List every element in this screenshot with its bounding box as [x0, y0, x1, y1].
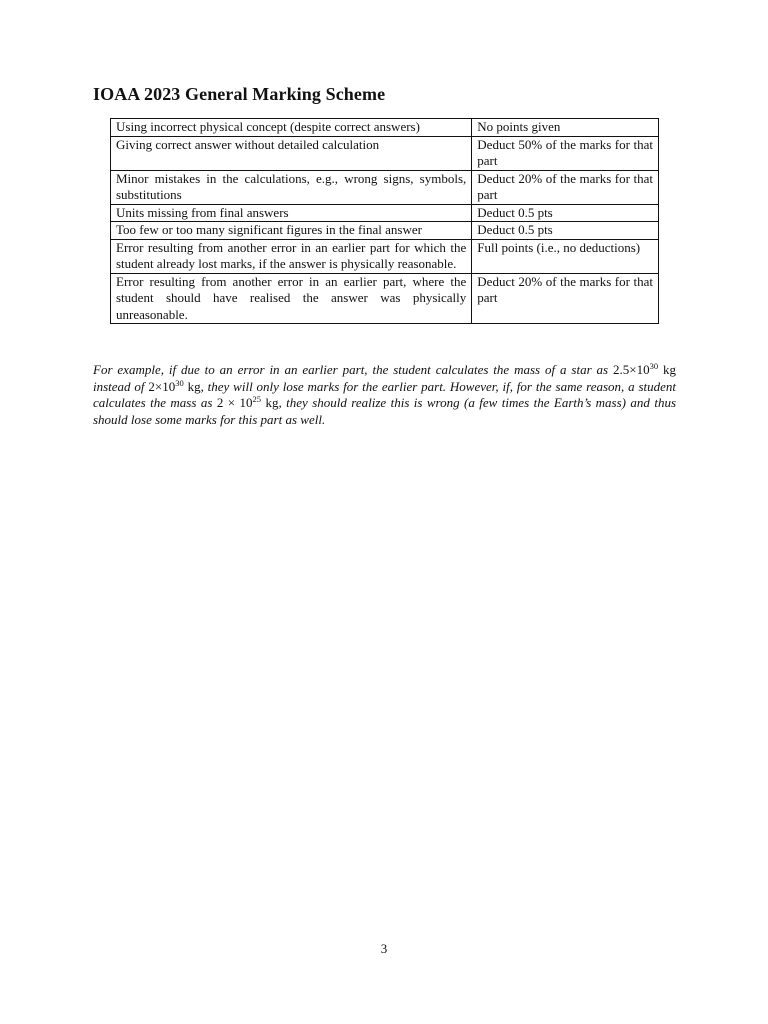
- page-title: IOAA 2023 General Marking Scheme: [93, 84, 386, 104]
- example-text: , they will only lose marks for the earlier part. However, if, for the same reason, a student calculates the mass as: [93, 378, 677, 411]
- example-text: , they should realize this is wrong (a few times the Earth’s mass) and thus should lose some marks for this part as well.: [93, 395, 677, 428]
- penalty-cell: No points given: [472, 119, 659, 137]
- mass-value-2: $2\times 10^{30}$ kg: [148, 377, 201, 394]
- penalty-cell: Deduct 50% of the marks for that part: [472, 136, 659, 170]
- table-row: [111, 119, 659, 137]
- mass-value-3: $2 \times 10^{25}$ kg: [216, 394, 279, 411]
- situation-cell: Minor mistakes in the calculations, e.g., wrong signs, symbols, substitutions: [111, 170, 472, 204]
- table-row: [111, 170, 659, 204]
- penalty-cell: Deduct 20% of the marks for that part: [472, 273, 659, 324]
- table-row: [111, 222, 659, 240]
- penalty-cell: Deduct 0.5 pts: [472, 222, 659, 240]
- penalty-cell: Deduct 0.5 pts: [472, 204, 659, 222]
- situation-cell: Error resulting from another error in an earlier part for which the student already lost marks, if the answer is physically reasonable.: [111, 239, 472, 273]
- table-row: [111, 239, 659, 273]
- mass-value-1: $2.5\times 10^{30}$ kg: [613, 361, 676, 377]
- situation-cell: Units missing from final answers: [111, 204, 472, 222]
- table-row: [111, 204, 659, 222]
- example-text: For example, if due to an error in an earlier part, the student calculates the mass of a star as: [93, 362, 609, 377]
- table-row: [111, 273, 659, 324]
- situation-cell: Too few or too many significant figures in the final answer: [111, 222, 472, 240]
- marking-scheme-table: [110, 118, 659, 324]
- example-text: instead of: [93, 378, 145, 394]
- situation-cell: Giving correct answer without detailed calculation: [111, 136, 472, 170]
- situation-cell: Error resulting from another error in an earlier part, where the student should have realised the answer was physically unreasonable.: [111, 273, 472, 324]
- penalty-cell: Full points (i.e., no deductions): [472, 239, 659, 273]
- page-number: 3: [380, 941, 388, 956]
- table-row: [111, 136, 659, 170]
- example-paragraph: [93, 362, 676, 429]
- situation-cell: Using incorrect physical concept (despite correct answers): [111, 119, 472, 137]
- penalty-cell: Deduct 20% of the marks for that part: [472, 170, 659, 204]
